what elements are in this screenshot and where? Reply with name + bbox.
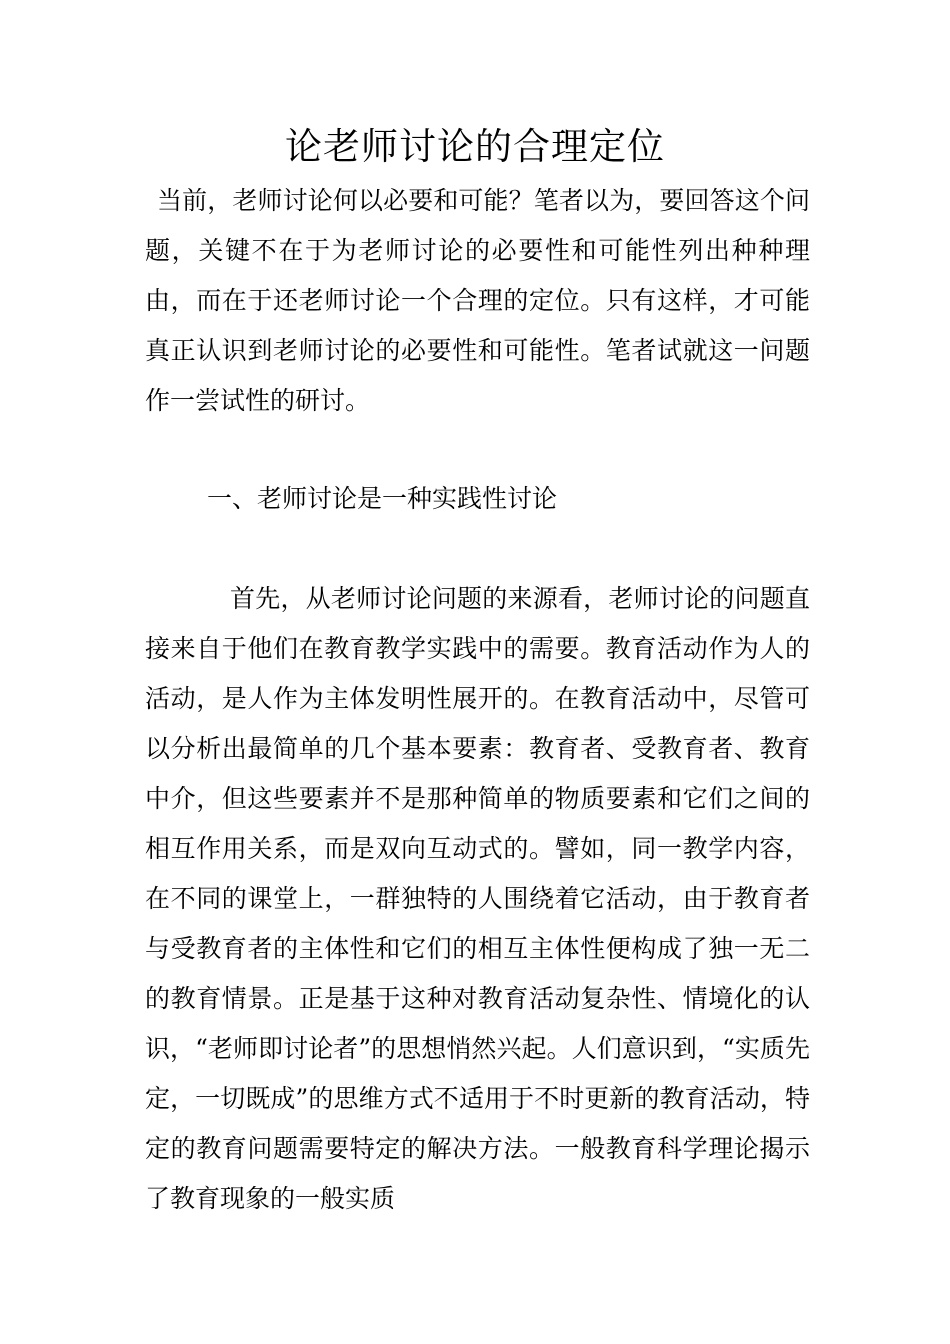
intro-paragraph: 当前，老师讨论何以必要和可能？笔者以为，要回答这个问题，关键不在于为老师讨论的必要性和可能性列出种种理由，而在于还老师讨论一个合理的定位。只有这样，才可能真正认识到老师讨论的必要性和可能性。笔者试就这一问题作一尝试性的研讨。 (145, 186, 810, 415)
section-heading: 一、老师讨论是一种实践性讨论 (207, 484, 558, 513)
section-paragraph: 首先，从老师讨论问题的来源看，老师讨论的问题直接来自于他们在教育教学实践中的需要。教育活动作为人的活动，是人作为主体发明性展开的。在教育活动中，尽管可以分析出最简单的几个基本要素：教育者、受教育者、教育中介，但这些要素并不是那种简单的物质要素和它们之间的相互作用关系，而是双向互动式的。譬如，同一教学内容，在不同的课堂上，一群独特的人围绕着它活动，由于教育者与受教育者的主体性和它们的相互主体性便构成了独一无二的教育情景。正是基于这种对教育活动复杂性、情境化的认识，“老师即讨论者”的思想悄然兴起。人们意识到，“实质先定，一切既成”的思维方式不适用于不时更新的教育活动，特定的教育问题需要特定的解决方法。一般教育科学理论揭示了教育现象的一般实质 (145, 584, 810, 1213)
document-title: 论老师讨论的合理定位 (285, 125, 665, 168)
